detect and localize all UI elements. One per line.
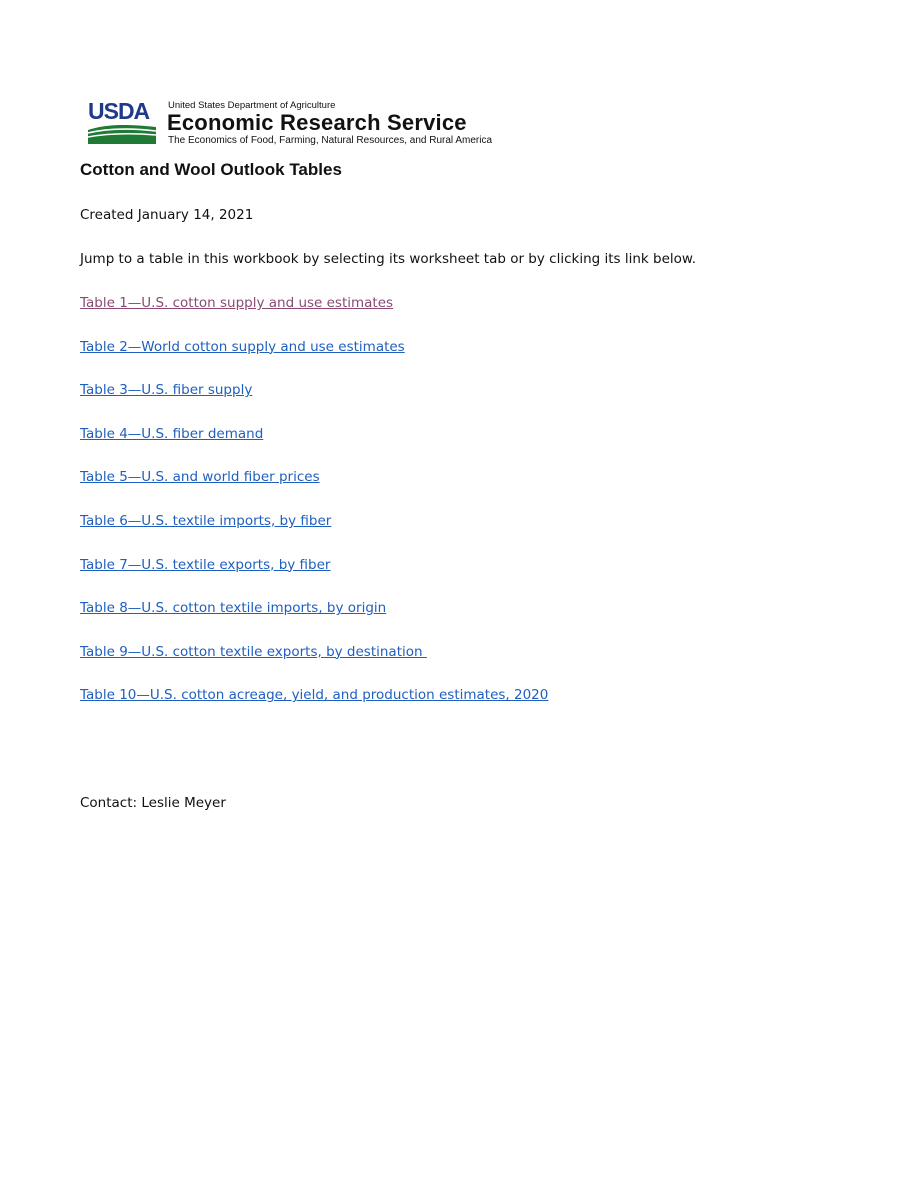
ers-header [88,100,608,148]
table-3-link[interactable]: Table 3—U.S. fiber supply [80,382,253,399]
page-title: Cotton and Wool Outlook Tables [80,160,342,179]
agency-tagline: The Economics of Food, Farming, Natural Resources, and Rural America [168,135,493,146]
table-10-link[interactable]: Table 10—U.S. cotton acreage, yield, and production estimates, 2020 [80,687,549,704]
list-item [80,467,548,511]
table-9-link[interactable]: Table 9—U.S. cotton textile exports, by destination [80,643,427,660]
usda-logo-letters: USDA [88,98,150,124]
contact-line: Contact: Leslie Meyer [80,795,226,811]
list-item [80,293,548,337]
table-link-list [80,293,548,729]
usda-logo-mark [88,124,156,144]
list-item [80,380,548,424]
table-2-link[interactable]: Table 2—World cotton supply and use estimates [80,338,405,355]
list-item [80,511,548,555]
created-date: Created January 14, 2021 [80,207,254,223]
table-6-link[interactable]: Table 6—U.S. textile imports, by fiber [80,512,332,529]
table-1-link[interactable]: Table 1—U.S. cotton supply and use estimates [80,295,394,311]
department-name: United States Department of Agriculture [168,100,336,111]
list-item [80,555,548,599]
list-item [80,424,548,468]
list-item [80,337,548,381]
table-5-link[interactable]: Table 5—U.S. and world fiber prices [80,469,320,486]
list-item [80,685,548,729]
usda-logo-icon [88,100,156,146]
intro-text: Jump to a table in this workbook by selecting its worksheet tab or by clicking its link below. [80,251,697,267]
table-8-link[interactable]: Table 8—U.S. cotton textile imports, by origin [80,600,387,617]
table-4-link[interactable]: Table 4—U.S. fiber demand [80,425,264,442]
list-item [80,598,548,642]
table-7-link[interactable]: Table 7—U.S. textile exports, by fiber [80,556,331,573]
agency-name: Economic Research Service [167,110,467,135]
list-item [80,642,548,686]
